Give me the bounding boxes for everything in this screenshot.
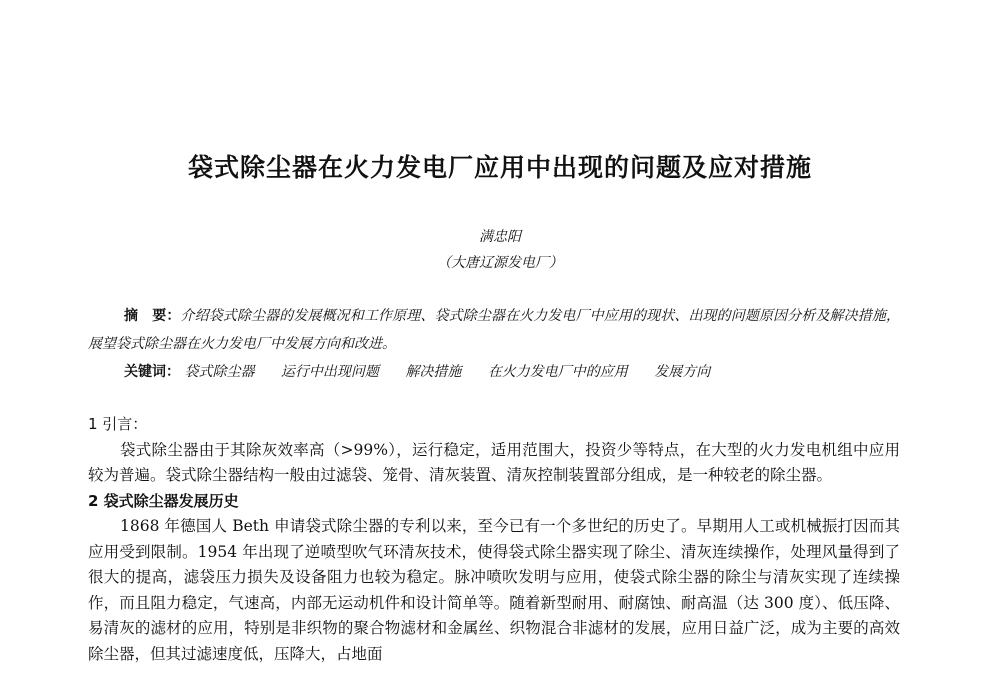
keyword: 袋式除尘器 xyxy=(184,364,255,380)
keywords-label: 关键词： xyxy=(124,364,180,380)
abstract-block xyxy=(88,302,900,386)
keyword: 在火力发电厂中的应用 xyxy=(487,364,628,380)
abstract-label: 摘 要： xyxy=(124,308,181,324)
section-paragraph: 袋式除尘器由于其除灰效率高（>99%），运行稳定，适用范围大，投资少等特点，在大型的火力发电机组中应用较为普遍。袋式除尘器结构一般由过滤袋、笼骨、清灰装置、清灰控制装置部分组成，是一种较老的除尘器。 xyxy=(88,440,900,484)
keyword: 运行中出现问题 xyxy=(280,364,379,380)
article-body xyxy=(88,412,900,667)
section-heading-introduction: 1 引言： xyxy=(88,415,148,433)
section-paragraph: 1868 年德国人 Beth 申请袋式除尘器的专利以来，至今已有一个多世纪的历史了。早期用人工或机械振打因而其应用受到限制。1954 年出现了逆喷型吹气环清灰技术，使得袋式除尘器实现了除尘、清灰连续操作，处理风量得到了很大的提高，滤袋压力损失及设备阻力也较为稳定。脉冲喷吹发明与应用，使袋式除尘器的除尘与清灰实现了连续操作，而且阻力稳定，气速高，内部无运动机件和设计简单等。随着新型耐用、耐腐蚀、耐高温（达 300 度）、低压降、易清灰的滤材的应用，特别是非织物的聚合物滤材和金属丝、织物混合非滤材的发展，应用日益广泛，成为主要的高效除尘器，但其过滤速度低，压降大，占地面 xyxy=(88,517,900,663)
author-affiliation: （大唐辽源发电厂） xyxy=(437,255,563,271)
abstract-text: 介绍袋式除尘器的发展概况和工作原理、袋式除尘器在火力发电厂中应用的现状、出现的问题原因分析及解决措施，展望袋式除尘器在火力发电厂中发展方向和改进。 xyxy=(88,308,901,352)
section-heading-history: 2 袋式除尘器发展历史 xyxy=(88,491,239,510)
abstract-paragraph xyxy=(88,302,900,358)
keywords-line xyxy=(88,358,900,386)
keyword: 发展方向 xyxy=(654,364,711,380)
paper-title: 袋式除尘器在火力发电厂应用中出现的问题及应对措施 xyxy=(187,153,812,182)
author-name: 满忠阳 xyxy=(479,229,521,245)
keyword: 解决措施 xyxy=(405,364,462,380)
